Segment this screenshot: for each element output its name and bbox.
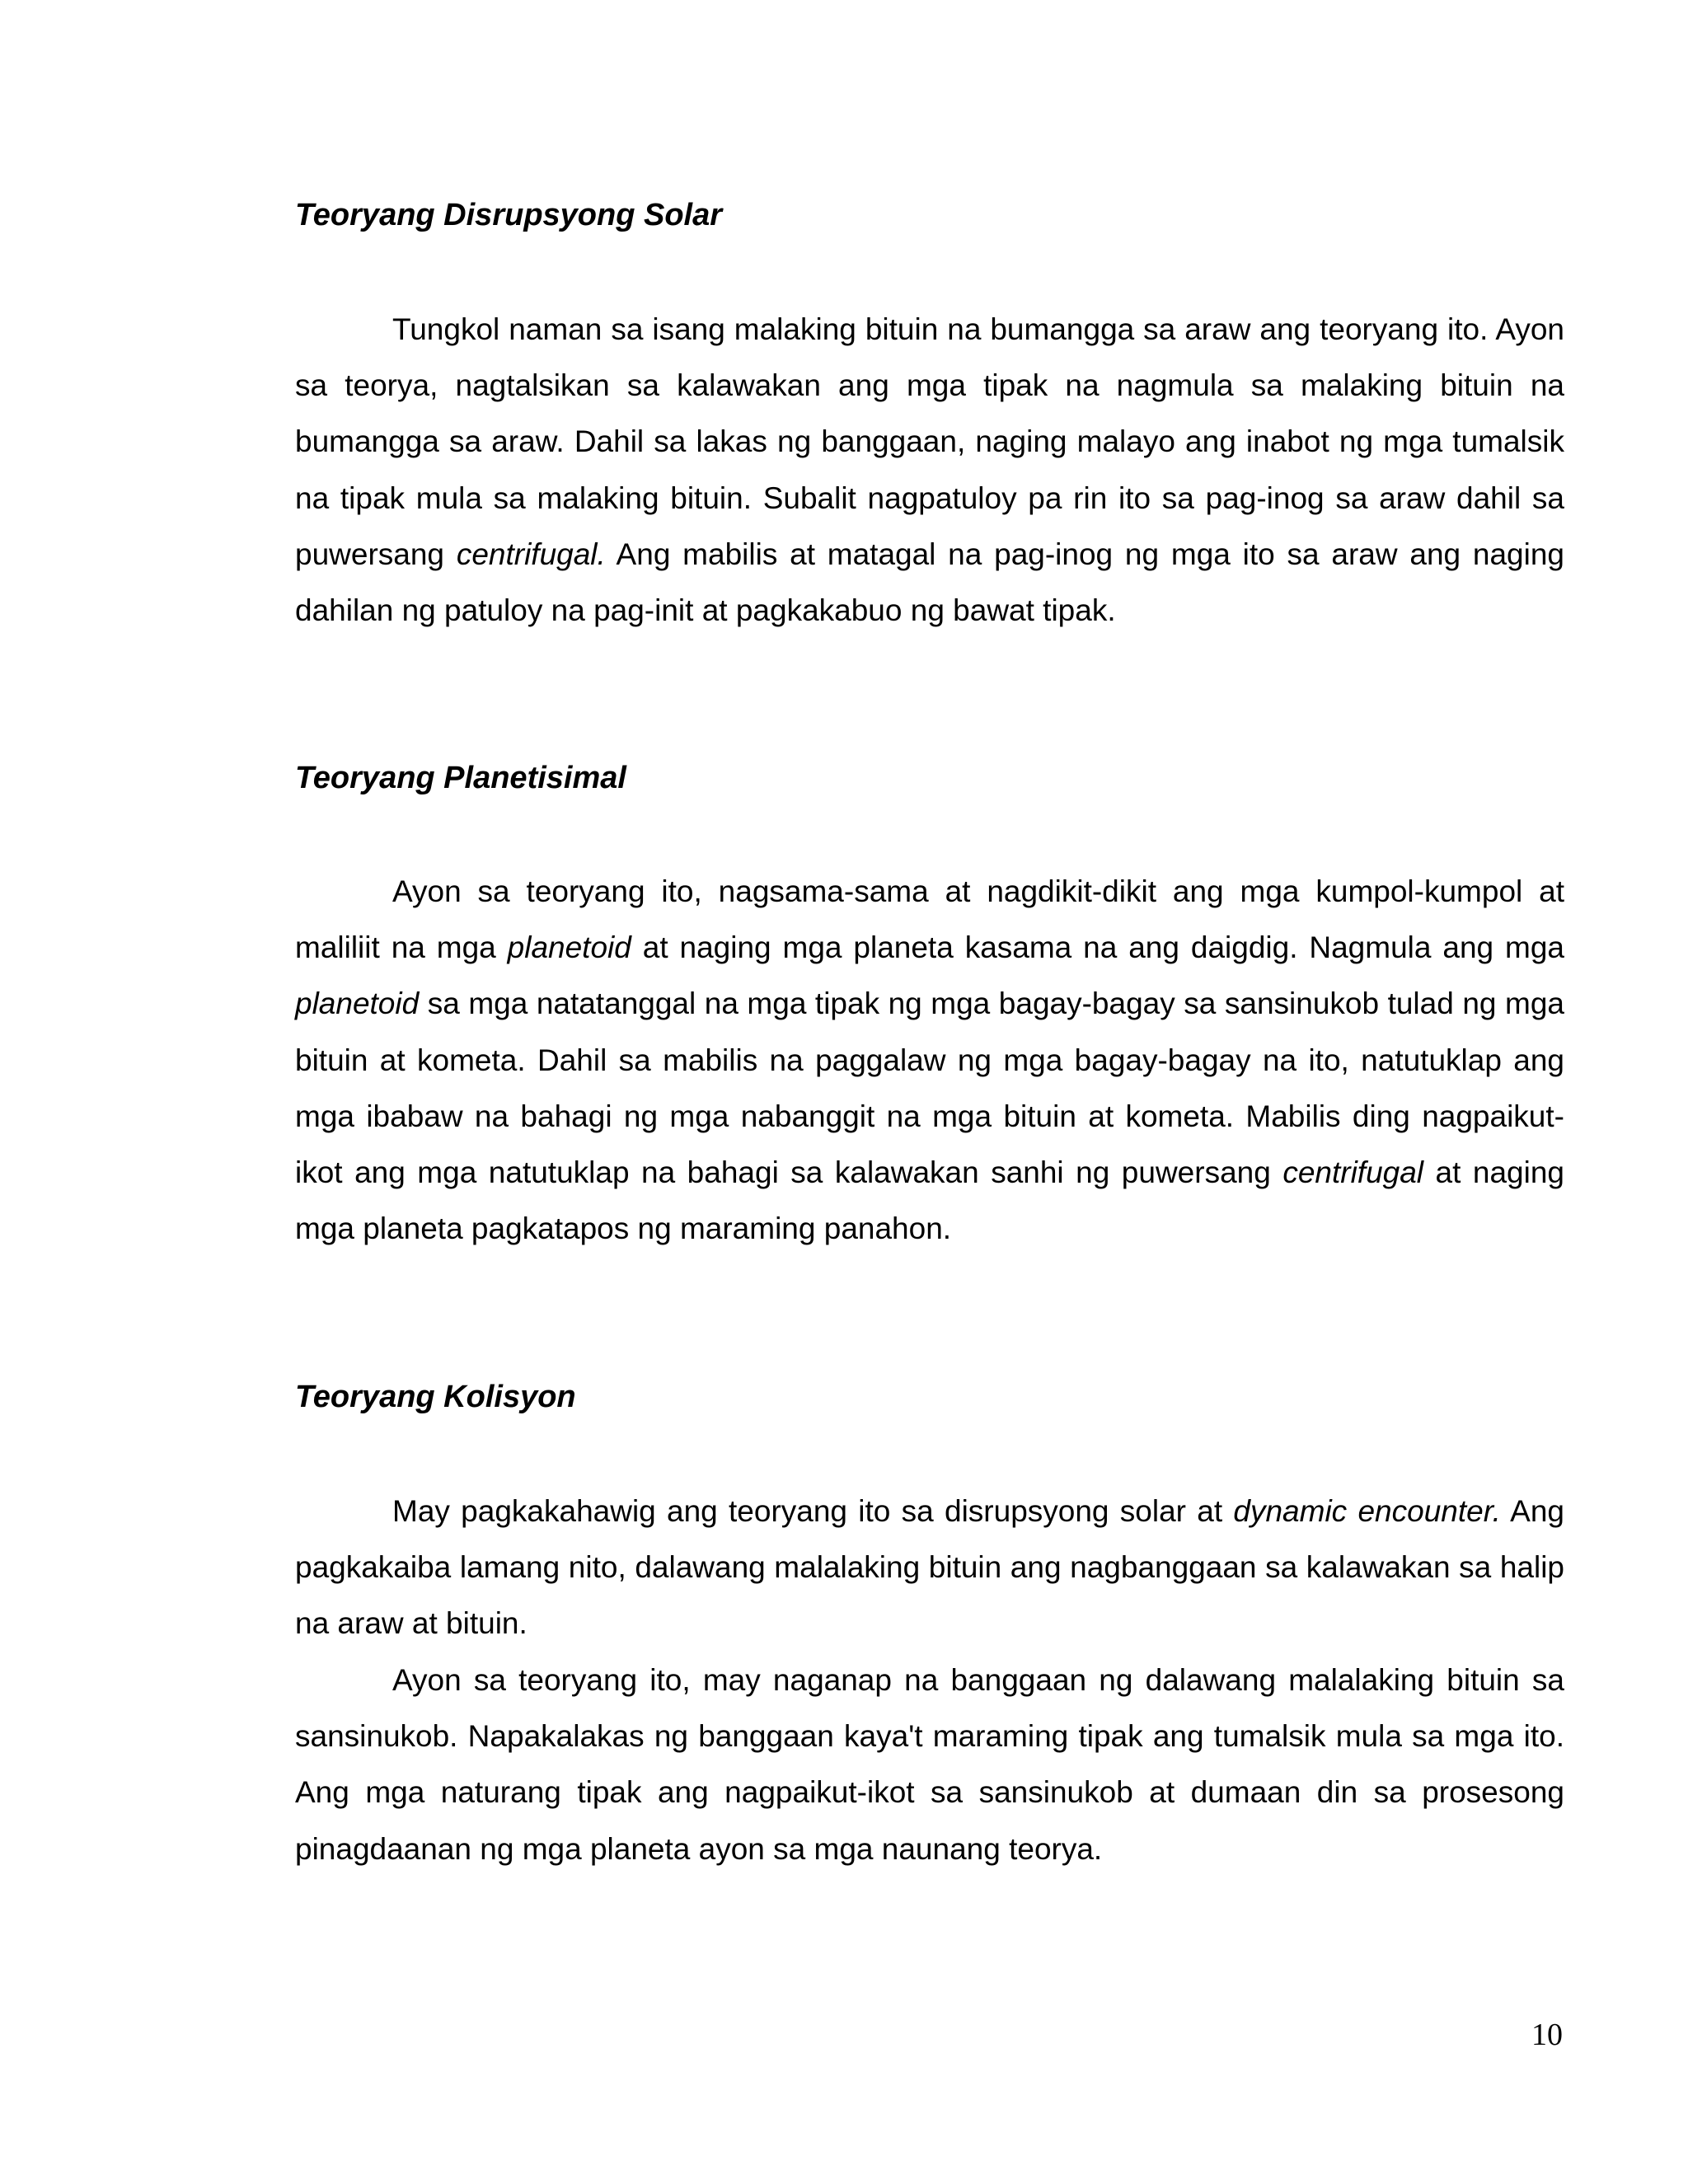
section-paragraph: [295, 1652, 1564, 1877]
italic-term: centrifugal: [1282, 1155, 1424, 1190]
italic-term: dynamic encounter.: [1233, 1494, 1501, 1528]
paragraph-text: Ayon sa teoryang ito, nagsama-sama at nagdikit-dikit ang mga kumpol-kumpol at maliliit na mga: [295, 874, 1564, 965]
section-heading-planetisimal: Teoryang Planetisimal: [295, 761, 626, 795]
paragraph-text: at naging mga planeta pagkatapos ng maraming panahon.: [295, 1155, 1564, 1246]
section-paragraph: [295, 1483, 1564, 1652]
paragraph-text: Ayon sa teoryang ito, may naganap na banggaan ng dalawang malalaking bituin sa sansinukob. Napakalakas ng banggaan kaya't maraming tipak ang tumalsik mula sa mga ito. Ang mga naturang tipak ang nagpaikut-ikot sa sansinukob at dumaan din sa prosesong pinagdaanan ng mga planeta ayon sa mga naunang teorya.: [295, 1663, 1564, 1866]
paragraph-text: May pagkakahawig ang teoryang ito sa disrupsyong solar at: [392, 1494, 1234, 1528]
paragraph-text: Ang pagkakaiba lamang nito, dalawang malalaking bituin ang nagbanggaan sa kalawakan sa halip na araw at bituin.: [295, 1494, 1565, 1641]
italic-term: centrifugal.: [456, 537, 606, 571]
paragraph-text: Tungkol naman sa isang malaking bituin na bumangga sa araw ang teoryang ito. Ayon sa teorya, nagtalsikan sa kalawakan ang mga tipak na nagmula sa malaking bituin na bumangga sa araw. Dahil sa lakas ng banggaan, naging malayo ang inabot ng mga tumalsik na tipak mula sa malaking bituin. Subalit nagpatuloy pa rin ito sa pag-inog sa araw dahil sa puwersang: [295, 312, 1564, 571]
paragraph-text: sa mga natatanggal na mga tipak ng mga bagay-bagay sa sansinukob tulad ng mga bituin at kometa. Dahil sa mabilis na paggalaw ng mga bagay-bagay na ito, natutuklap ang mga ibabaw na bahagi ng mga nabanggit na mga bituin at kometa. Mabilis ding nagpaikut-ikot ang mga natutuklap na bahagi sa kalawakan sanhi ng puwersang: [295, 987, 1564, 1190]
page-number: 10: [1531, 2018, 1563, 2052]
section-paragraph: [295, 864, 1564, 1257]
section-heading-disrupsyong-solar: Teoryang Disrupsyong Solar: [295, 198, 723, 232]
section-heading-kolisyon: Teoryang Kolisyon: [295, 1380, 576, 1414]
italic-term: planetoid: [507, 930, 631, 965]
italic-term: planetoid: [295, 987, 420, 1021]
paragraph-text: Ang mabilis at matagal na pag-inog ng mga ito sa araw ang naging dahilan ng patuloy na pag-init at pagkakabuo ng bawat tipak.: [295, 537, 1565, 628]
paragraph-text: at naging mga planeta kasama na ang daigdig. Nagmula ang mga: [631, 930, 1564, 965]
section-paragraph: [295, 302, 1564, 639]
